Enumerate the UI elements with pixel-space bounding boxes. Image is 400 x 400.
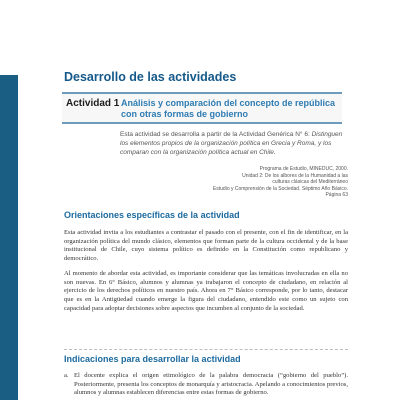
orientaciones-paragraph-2: Al momento de abordar esta actividad, es importante considerar que las temáticas involucradas en ella no son nuevas. En 6° Básico, alumnos y alumnas ya trabajaron el concepto de ciudadano, en relación al ejercicio de los derechos políticos en nuestro país. Ahora en 7° Básico corresponde, por lo tanto, destacar que es en la Antigüedad cuando emerge la figura del ciudadano, entendido este como un sujeto con capacidad para adoptar decisiones sobre aspectos que incumben al conjunto de la sociedad. <box>64 270 348 312</box>
reference-line: Estudio y Comprensión de la Sociedad. Séptimo Año Básico. <box>212 185 348 192</box>
section-divider <box>64 349 348 350</box>
activity-intro <box>120 130 346 157</box>
intro-emphasis: Distinguen los elementos propios de la organización política en Grecia y Roma, y los comparan con la organización política actual en Chile. <box>120 131 343 156</box>
orientaciones-paragraph-1: Esta actividad invita a los estudiantes a contrastar el pasado con el presente, con el fin de identificar, en la organización política del mundo clásico, elementos que forman parte de la cultura occidental y de la base institucional de Chile, cuyo sistema político es definido en la Constitución como republicano y democrático. <box>64 229 348 263</box>
intro-lead: Esta actividad se desarrolla a partir de la Actividad Genérica N° 6: <box>120 131 312 138</box>
reference-line: Programa de Estudio, MINEDUC, 2000. <box>259 166 348 172</box>
list-marker: a. <box>64 372 69 379</box>
list-item: El docente explica el origen etimológico de la palabra democracia (“gobierno del pueblo”). Posteriormente, presenta los conceptos de monarquía y aristocracia. Apelando a conocimientos previos, alumnos y alumnas establecen diferencias entre estas formas de gobierno. <box>74 372 348 397</box>
page-edge-bar <box>0 75 18 400</box>
reference-line: culturas clásicas del Mediterráneo <box>272 179 348 185</box>
section-title: Desarrollo de las actividades <box>64 70 237 84</box>
activity-header <box>62 92 342 124</box>
activity-label: Actividad 1 <box>66 98 120 109</box>
reference-line: Unidad 2: De los albores de la Humanidad a las <box>242 172 348 179</box>
source-reference <box>180 166 348 199</box>
orientaciones-title: Orientaciones específicas de la actividad <box>64 210 240 220</box>
activity-title: Análisis y comparación del concepto de república con otras formas de gobierno <box>121 98 336 119</box>
reference-line: Página 63 <box>325 192 348 198</box>
indicaciones-title: Indicaciones para desarrollar la actividad <box>64 354 241 364</box>
